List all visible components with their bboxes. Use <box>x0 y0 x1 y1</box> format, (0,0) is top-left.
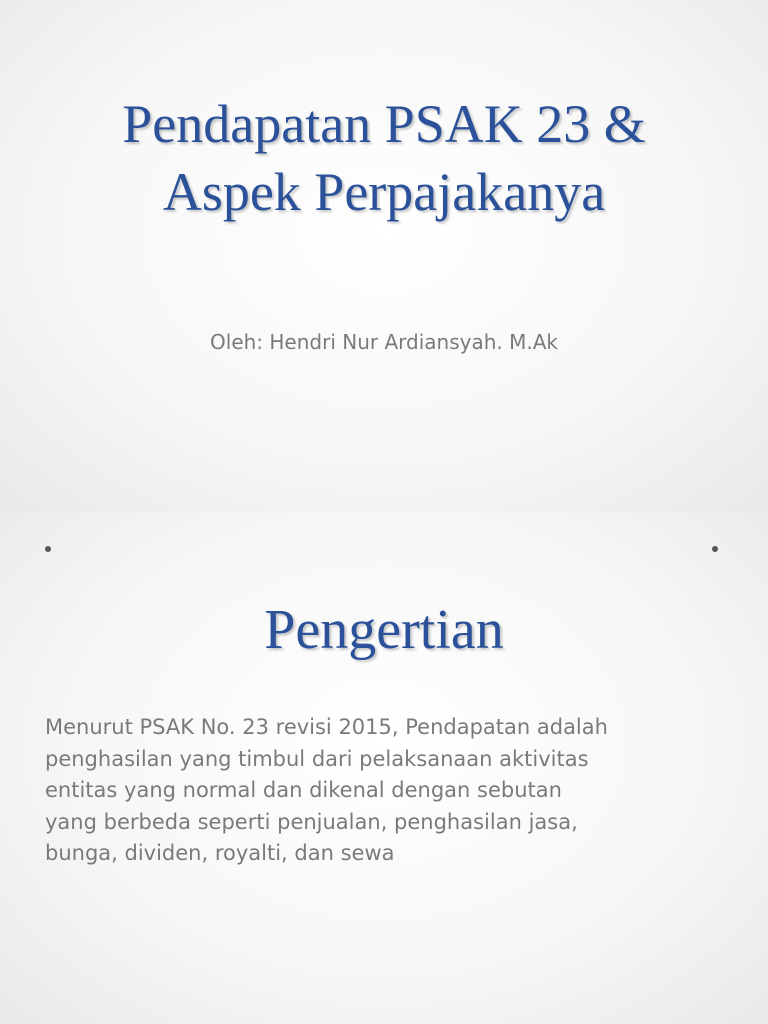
section-heading: Pengertian <box>264 599 504 661</box>
paragraph-line: yang berbeda seperti penjualan, penghasilan jasa, <box>45 809 578 834</box>
bullet-dot-left <box>45 546 51 552</box>
paragraph-line: bunga, dividen, royalti, dan sewa <box>45 841 395 865</box>
slide-title-heading <box>40 90 728 226</box>
paragraph-line: penghasilan yang timbul dari pelaksanaan aktivitas <box>45 746 589 771</box>
title-line-2: Aspek Perpajakanya <box>162 162 606 222</box>
slide-definition <box>0 512 768 1024</box>
paragraph-line: Menurut PSAK No. 23 revisi 2015, Pendapatan adalah <box>45 715 608 739</box>
author-subtitle: Oleh: Hendri Nur Ardiansyah. M.Ak <box>210 330 558 354</box>
bullet-dot-right <box>712 546 718 552</box>
paragraph-line: entitas yang normal dan dikenal dengan sebutan <box>45 778 562 802</box>
definition-paragraph <box>45 712 735 870</box>
title-line-1: Pendapatan PSAK 23 & <box>122 94 646 154</box>
